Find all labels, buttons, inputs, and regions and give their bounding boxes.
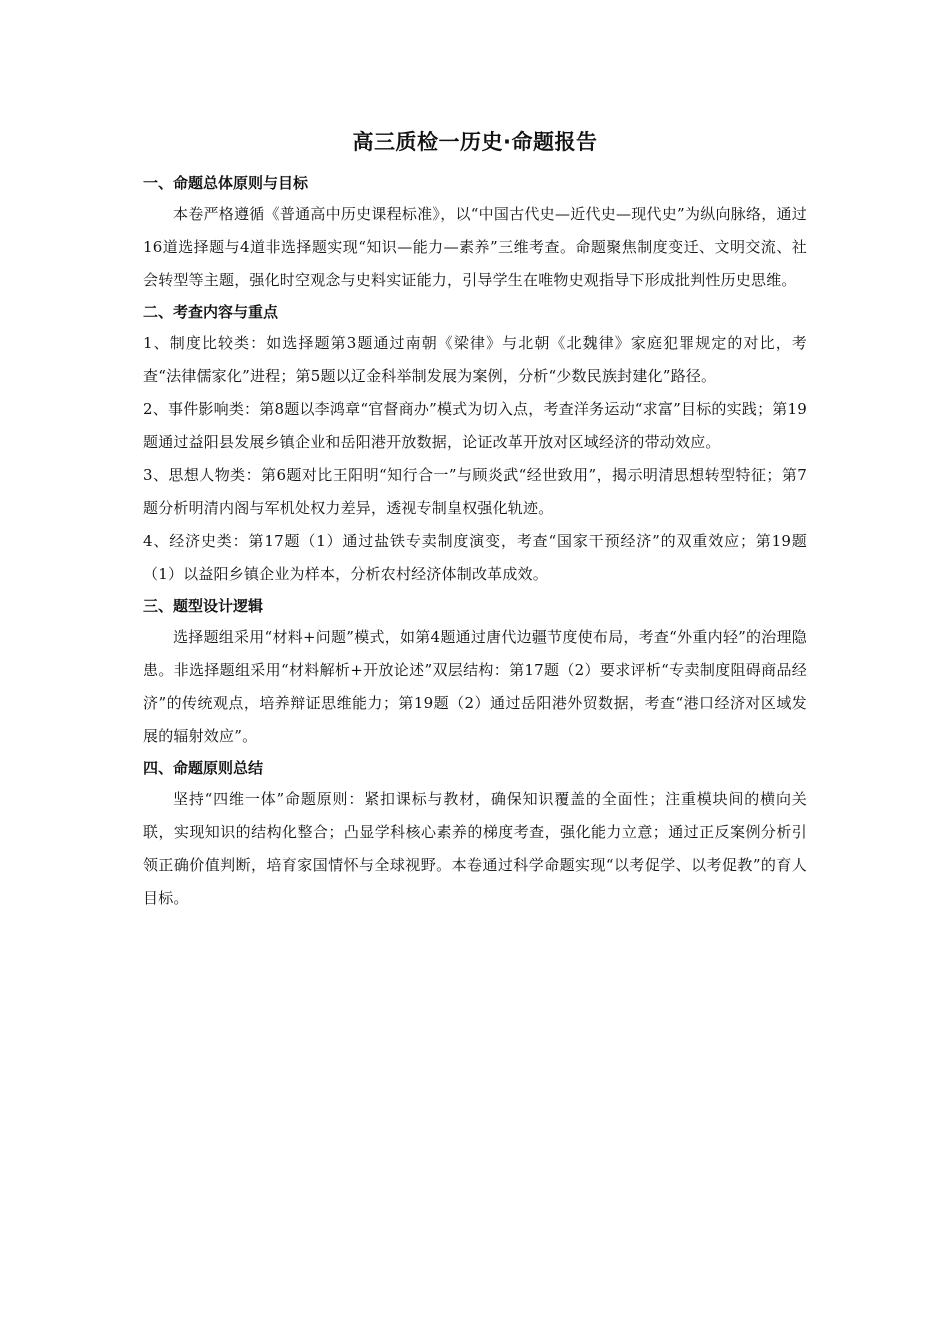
page-title: 高三质检一历史·命题报告 [352,130,598,154]
section-principles [143,168,807,297]
section-summary [143,753,807,915]
section-paragraph: 4、经济史类：第17题（1）通过盐铁专卖制度演变，考查“国家干预经济”的双重效应；第19题（1）以益阳乡镇企业为样本，分析农村经济体制改革成效。 [143,532,807,583]
section-paragraph: 3、思想人物类：第6题对比王阳明“知行合一”与顾炎武“经世致用”，揭示明清思想转型特征；第7题分析明清内阁与军机处权力差异，透视专制皇权强化轨迹。 [143,466,807,517]
section-content-focus [143,297,807,591]
section-paragraph: 2、事件影响类：第8题以李鸿章“官督商办”模式为切入点，考查洋务运动“求富”目标的实践；第19题通过益阳县发展乡镇企业和岳阳港开放数据，论证改革开放对区域经济的带动效应。 [143,400,807,451]
section-paragraph: 坚持“四维一体”命题原则：紧扣课标与教材，确保知识覆盖的全面性；注重模块间的横向关联，实现知识的结构化整合；凸显学科核心素养的梯度考查，强化能力立意；通过正反案例分析引领正确价值判断，培育家国情怀与全球视野。本卷通过科学命题实现“以考促学、以考促教”的育人目标。 [143,790,807,907]
section-design-logic [143,591,807,753]
section-heading: 三、题型设计逻辑 [143,597,264,615]
section-heading: 四、命题原则总结 [143,759,264,777]
section-heading: 一、命题总体原则与目标 [143,174,309,192]
report-body [143,168,807,915]
section-paragraph: 1、制度比较类：如选择题第3题通过南朝《梁律》与北朝《北魏律》家庭犯罪规定的对比，考查“法律儒家化”进程；第5题以辽金科举制发展为案例，分析“少数民族封建化”路径。 [143,334,807,385]
section-paragraph: 选择题组采用“材料+问题”模式，如第4题通过唐代边疆节度使布局，考查“外重内轻”的治理隐患。非选择题组采用“材料解析+开放论述”双层结构：第17题（2）要求评析“专卖制度阻碍商品经济”的传统观点，培养辩证思维能力；第19题（2）通过岳阳港外贸数据，考查“港口经济对区域发展的辐射效应”。 [143,628,807,745]
section-paragraph: 本卷严格遵循《普通高中历史课程标准》，以“中国古代史—近代史—现代史”为纵向脉络，通过16道选择题与4道非选择题实现“知识—能力—素养”三维考查。命题聚焦制度变迁、文明交流、社会转型等主题，强化时空观念与史料实证能力，引导学生在唯物史观指导下形成批判性历史思维。 [143,205,807,289]
section-heading: 二、考查内容与重点 [143,303,279,321]
